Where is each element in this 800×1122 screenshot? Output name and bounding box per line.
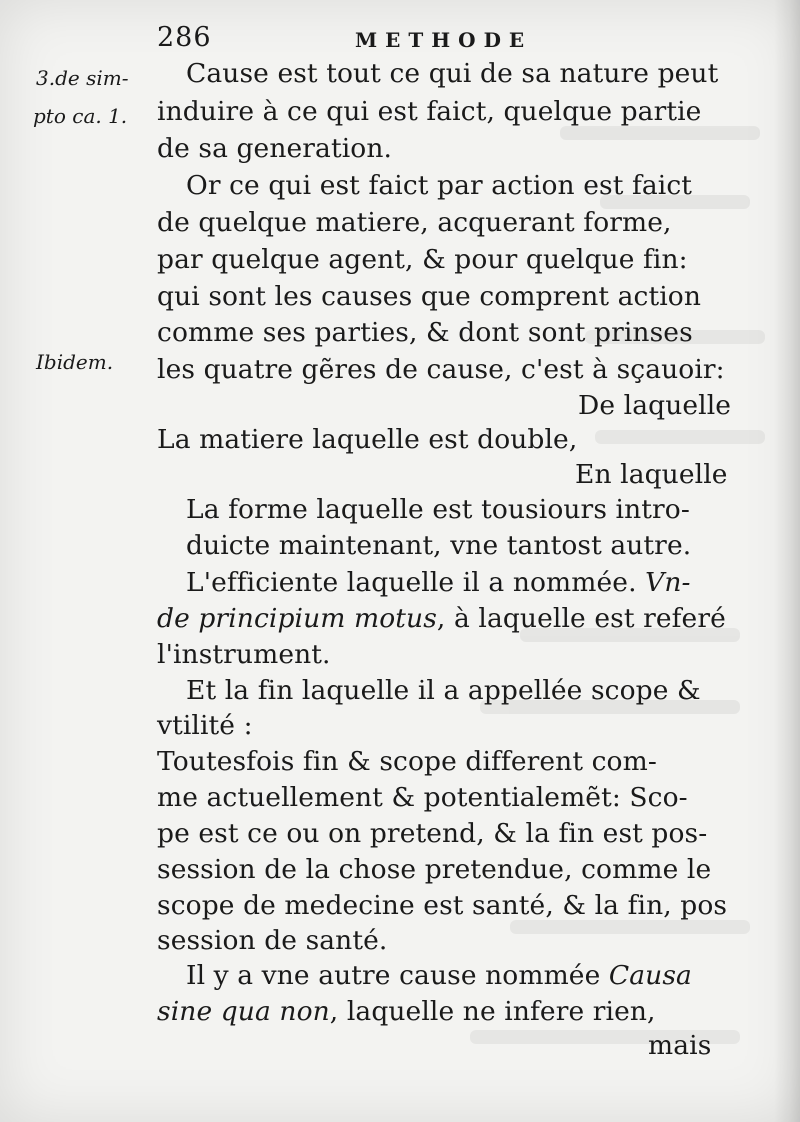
text-line: En laquelle	[575, 459, 728, 490]
italic-run: de principium motus	[157, 603, 437, 634]
text-line: Cause est tout ce qui de sa nature peut	[186, 58, 719, 89]
text-line: induire à ce qui est faict, quelque partie	[157, 96, 702, 127]
text-line: session de santé.	[157, 925, 388, 956]
text-line: Et la fin laquelle il a appellée scope &	[186, 675, 701, 706]
text-run: , laquelle ne infere rien,	[329, 996, 656, 1027]
text-line: les quatre gẽres de cause, c'est à sçauoir:	[157, 354, 725, 385]
text-line: scope de medecine est santé, & la fin, pos	[157, 890, 728, 921]
running-head: METHODE	[355, 28, 533, 52]
text-line: pe est ce ou on pretend, & la fin est pos-	[157, 818, 708, 849]
italic-run: Vn-	[645, 567, 691, 598]
text-line: par quelque agent, & pour quelque fin:	[157, 244, 688, 275]
text-line: De laquelle	[578, 390, 732, 421]
text-line: de quelque matiere, acquerant forme,	[157, 207, 672, 238]
text-line	[157, 996, 656, 1028]
text-line: session de la chose pretendue, comme le	[157, 854, 712, 885]
text-line: comme ses parties, & dont sont prinses	[157, 317, 693, 348]
margin-note: Ibidem.	[36, 350, 114, 374]
text-line: l'instrument.	[157, 639, 331, 670]
margin-note: 3.de sim-	[36, 66, 129, 90]
margin-note: pto ca. 1.	[33, 104, 128, 128]
text-line	[186, 960, 692, 992]
italic-run: Causa	[608, 960, 692, 991]
text-line: duicte maintenant, vne tantost autre.	[186, 530, 692, 561]
text-line: Or ce qui est faict par action est faict	[186, 170, 693, 201]
text-line: Toutesfois fin & scope different com-	[157, 746, 657, 777]
catchword: mais	[648, 1030, 712, 1061]
page-number: 286	[157, 22, 212, 53]
text-line	[186, 567, 691, 599]
text-line: La forme laquelle est tousiours intro-	[186, 494, 690, 525]
text-line: qui sont les causes que comprent action	[157, 281, 702, 312]
text-line: vtilité :	[157, 710, 253, 741]
text-line: me actuellement & potentialemẽt: Sco-	[157, 782, 688, 813]
text-run: L'efficiente laquelle il a nommée.	[186, 567, 637, 598]
text-line: La matiere laquelle est double,	[157, 424, 578, 455]
text-run: , à laquelle est referé	[436, 603, 726, 634]
text-line	[157, 603, 726, 635]
text-run: Il y a vne autre cause nommée	[186, 960, 601, 991]
text-line: de sa generation.	[157, 133, 393, 164]
italic-run: sine qua non	[157, 996, 330, 1027]
